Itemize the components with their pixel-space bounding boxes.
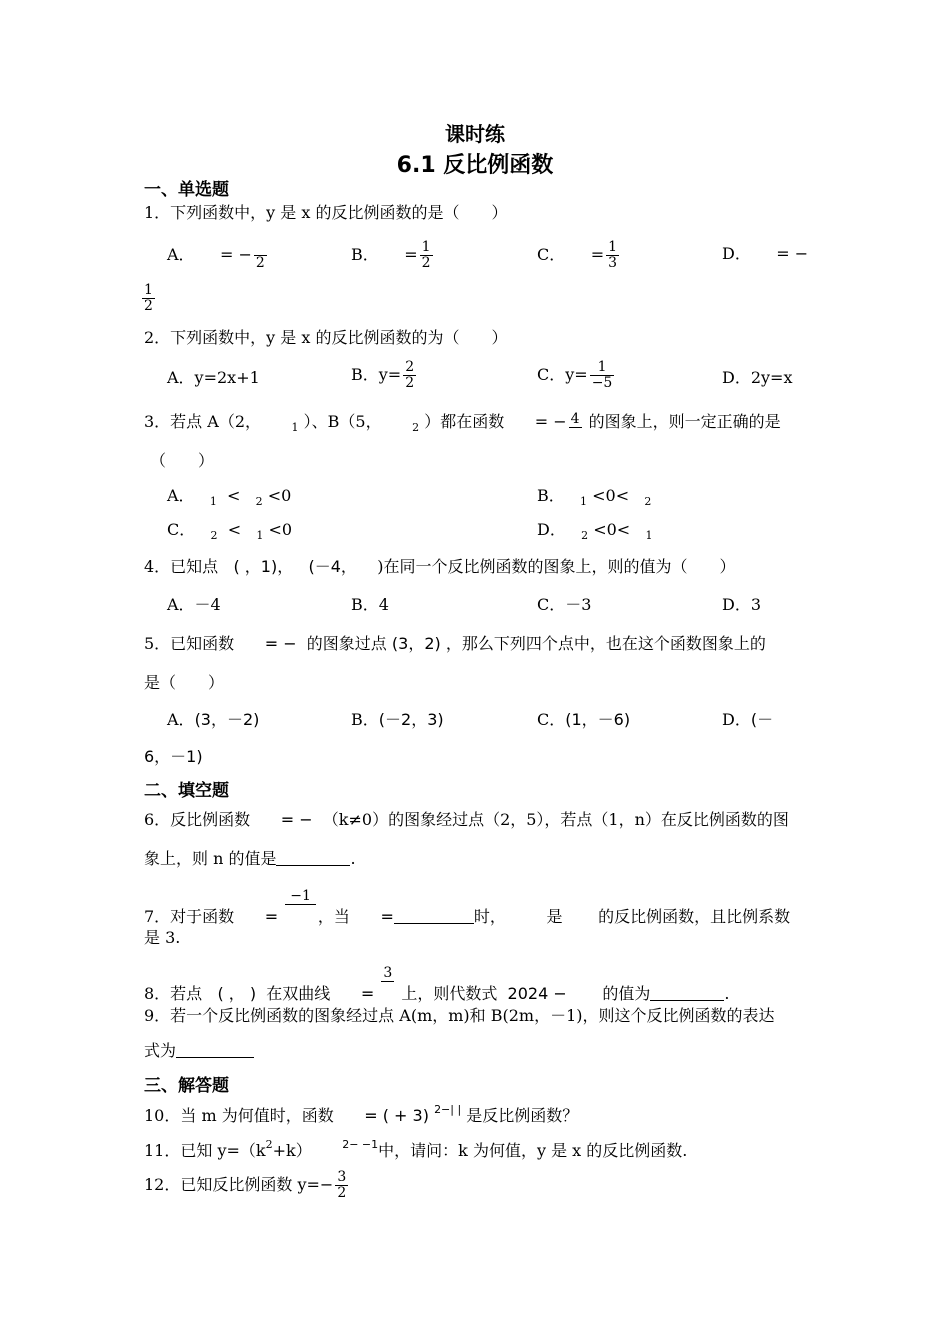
question-1-option-c	[537, 240, 621, 271]
answer-blank[interactable]	[394, 907, 474, 924]
section-heading-answer: 三、解答题	[144, 1076, 229, 1096]
option-text: =	[404, 245, 418, 264]
equation: −	[319, 1175, 334, 1194]
fraction-denominator: 2	[255, 255, 265, 271]
point: (－4，	[308, 557, 357, 576]
question-2-stem: 2．下列函数中，y 是 x 的反比例函数的为（ ）	[144, 328, 508, 347]
question-1-option-d-fraction	[142, 283, 155, 314]
stem-part: 12．已知反比例函数 y=	[144, 1175, 320, 1194]
question-7-stem	[144, 889, 790, 927]
question-5-option-d	[722, 710, 773, 730]
question-2-option-d: D．2y=x	[722, 368, 793, 387]
stem-part: 的反比例函数，且比例系数	[598, 907, 791, 926]
question-12-stem	[144, 1170, 350, 1201]
stem-part: 是反比例函数？	[466, 1106, 579, 1125]
fraction-numerator: 1	[421, 239, 431, 255]
stem-part: 式为	[144, 1041, 177, 1060]
question-1-stem: 1．下列函数中，y 是 x 的反比例函数的是（ ）	[144, 203, 508, 222]
question-9-stem-cont	[144, 1041, 254, 1061]
stem-part: 是	[546, 907, 563, 926]
question-4-option-c: C．－3	[537, 595, 592, 614]
equation: =	[380, 907, 394, 926]
stem-part: .	[724, 984, 730, 1003]
stem-part: 8．若点	[144, 984, 203, 1003]
question-11-stem	[144, 1135, 687, 1161]
question-10-stem	[144, 1100, 578, 1126]
option-label: A．	[167, 245, 195, 264]
fraction-numerator: 1	[590, 360, 615, 376]
operator: <	[227, 486, 241, 505]
operator: <0	[267, 486, 292, 505]
stem-part: 在双曲线	[266, 984, 331, 1003]
stem-part: )在同一个反比例函数的图象上，则	[377, 557, 624, 576]
option-label: D．	[722, 244, 751, 263]
fraction-denominator: 2	[144, 298, 153, 314]
point: ( ，1)，	[233, 557, 294, 576]
option-text: = −	[220, 245, 252, 264]
subscript: 1	[580, 495, 588, 508]
question-6-stem	[144, 810, 789, 830]
option-text: (1，－6)	[565, 710, 631, 729]
question-5-stem-cont: 是（ ）	[144, 673, 225, 692]
section-heading-single-choice: 一、单选题	[144, 180, 229, 200]
stem-part: 的值为	[602, 984, 651, 1003]
expression: 2024 −	[507, 984, 567, 1003]
fraction-numerator: 1	[608, 239, 618, 255]
fraction-numerator: 1	[144, 282, 153, 298]
fraction-numerator: −1	[290, 888, 311, 904]
question-5-stem	[144, 634, 766, 654]
stem-part: 中，请问：k 为何值，y 是 x 的反比例函数.	[378, 1141, 688, 1160]
subscript: 2	[210, 529, 218, 542]
subscript: 1	[645, 529, 653, 542]
stem-part: 4．已知点	[144, 557, 219, 576]
option-text: (3，－2)	[194, 710, 260, 729]
stem-part: 的图象过点	[306, 634, 387, 653]
stem-part: ）、B（5，	[303, 412, 382, 431]
operator: <0<	[592, 486, 630, 505]
section-heading-fill-blank: 二、填空题	[144, 781, 229, 801]
equation: = −	[534, 412, 567, 431]
question-4-option-d: D．3	[722, 595, 762, 614]
exponent: 2− −1	[342, 1138, 379, 1151]
question-3-option-d	[537, 520, 652, 546]
stem-part: 上，则代数式	[401, 984, 498, 1003]
fraction-numerator: 3	[337, 1169, 347, 1185]
question-1-option-d	[722, 244, 808, 264]
fraction-denominator: 2	[337, 1185, 347, 1201]
subscript: 2	[581, 529, 589, 542]
answer-blank[interactable]	[176, 1041, 254, 1058]
stem-part: 象上，则 n 的值是	[144, 849, 277, 868]
equation: = ( + 3)	[364, 1106, 429, 1125]
equation: = −	[264, 634, 297, 653]
fraction-denominator: −5	[591, 375, 613, 391]
operator: <	[227, 520, 242, 539]
subscript: 1	[291, 421, 299, 434]
stem-part: 的图象上，则一定正确的是	[588, 412, 781, 431]
option-text: (－	[750, 710, 774, 729]
exponent: 2−| |	[434, 1103, 462, 1116]
stem-part: （k≠0）的图象经过点（2，5），若点（1，n）在反比例函数的图	[322, 810, 789, 829]
exponent: 2	[265, 1138, 273, 1151]
answer-blank[interactable]	[650, 984, 724, 1001]
question-4-option-b: B．4	[351, 595, 389, 614]
question-5-option-c	[537, 710, 630, 730]
operator: <0	[268, 520, 293, 539]
stem-part: 时，	[473, 907, 506, 926]
option-label: B．y=	[351, 365, 402, 384]
fraction-denominator: 3	[608, 255, 618, 271]
stem-part: 11．已知 y=（k	[144, 1141, 266, 1160]
fraction-numerator: 3	[383, 965, 393, 981]
question-8-stem	[144, 966, 729, 1004]
question-7-stem-cont: 是 3.	[144, 928, 181, 947]
equation: =	[264, 907, 279, 926]
answer-blank[interactable]	[276, 849, 350, 866]
question-3-option-b	[537, 486, 651, 512]
option-label: A．	[167, 710, 195, 729]
question-3-option-c	[167, 520, 292, 546]
option-label: D．	[537, 520, 566, 539]
question-2-option-b	[351, 360, 418, 391]
question-3-stem	[144, 412, 781, 438]
question-9-stem: 9．若一个反比例函数的图象经过点 A(m，m)和 B(2m，－1)，则这个反比例函数的表达	[144, 1006, 775, 1025]
option-text: (－2，3)	[378, 710, 444, 729]
fraction-denominator: 2	[405, 375, 415, 391]
option-label: B．	[351, 710, 379, 729]
subscript: 1	[209, 495, 217, 508]
stem-part: ，当	[317, 907, 350, 926]
stem-part: 5．已知函数	[144, 634, 235, 653]
stem-part: 10．当 m 为何值时，函数	[144, 1106, 334, 1125]
question-4-stem	[144, 557, 736, 577]
question-2-option-c	[537, 360, 616, 391]
option-text: = −	[776, 244, 809, 263]
subscript: 1	[256, 529, 264, 542]
stem-part: +k）	[272, 1141, 312, 1160]
option-label: A．	[167, 486, 195, 505]
doc-subtitle: 6.1 反比例函数	[396, 153, 554, 178]
question-1-option-b	[351, 240, 435, 271]
doc-title: 课时练	[445, 122, 505, 146]
question-1-option-a	[167, 240, 269, 271]
stem-part: 7．对于函数	[144, 907, 235, 926]
question-3-paren: （ ）	[150, 451, 215, 470]
option-label: D．	[722, 710, 751, 729]
stem-part: 3．若点 A（2，	[144, 412, 262, 431]
stem-part: ，那么下列四个点中，也在这个函数图象上的	[445, 634, 766, 653]
equation: = −	[280, 810, 313, 829]
question-5-option-a	[167, 710, 259, 730]
equation: =	[360, 984, 375, 1003]
subscript: 2	[644, 495, 652, 508]
point: (3，2)	[391, 634, 441, 653]
option-label: B．	[351, 245, 379, 264]
stem-part: .	[350, 849, 356, 868]
option-label: C．	[537, 710, 566, 729]
question-2-option-a: A．y=2x+1	[167, 368, 260, 387]
fraction-numerator: 4	[570, 411, 580, 427]
stem-part: 的值为（ ）	[623, 557, 736, 576]
stem-part: ）都在函数	[424, 412, 505, 431]
question-4-option-a: A．－4	[167, 595, 221, 614]
option-label: C．y=	[537, 365, 588, 384]
stem-part: 6．反比例函数	[144, 810, 251, 829]
option-label: C．	[167, 520, 196, 539]
operator: <0<	[593, 520, 631, 539]
option-label: B．	[537, 486, 565, 505]
subscript: 2	[255, 495, 263, 508]
fraction-denominator: 2	[421, 255, 431, 271]
option-label: C．	[537, 245, 566, 264]
option-text: =	[590, 245, 605, 264]
point: ( ， )	[217, 984, 257, 1003]
subscript: 2	[412, 421, 420, 434]
fraction-numerator: 2	[405, 359, 415, 375]
question-5-option-b	[351, 710, 444, 730]
question-6-stem-cont	[144, 849, 356, 869]
question-5-option-d-cont: 6，－1)	[144, 747, 203, 766]
question-3-option-a	[167, 486, 291, 512]
